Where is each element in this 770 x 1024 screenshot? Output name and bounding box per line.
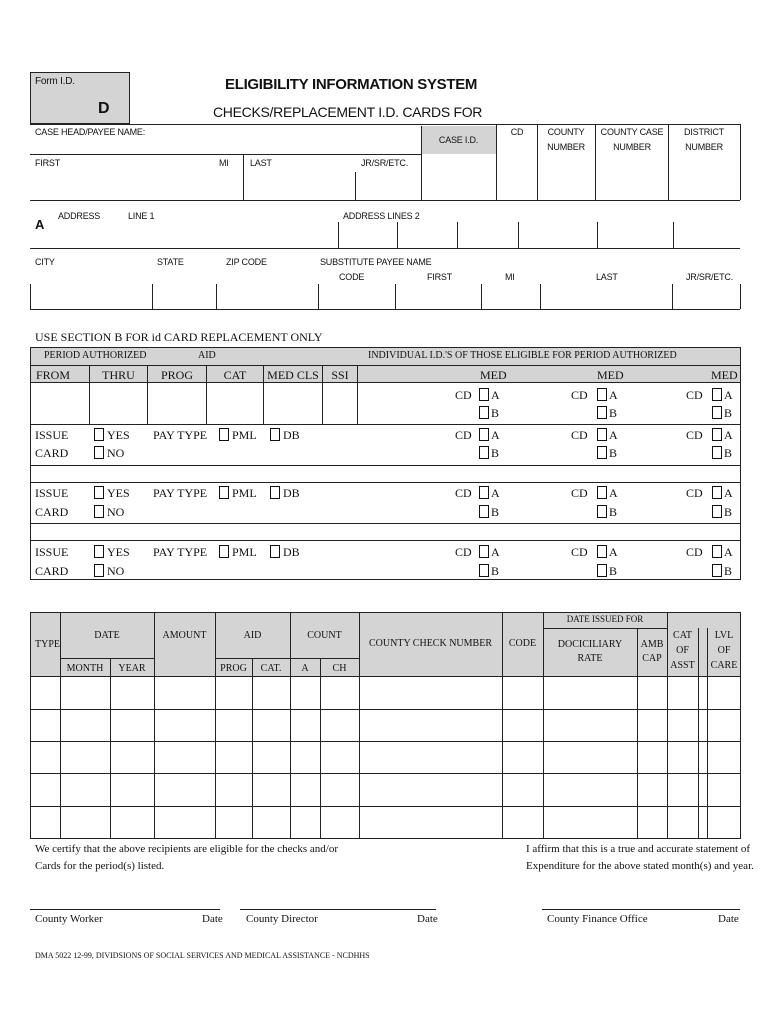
col-count: COUNT: [307, 630, 342, 641]
b-label: B: [724, 505, 733, 519]
b-label: B: [609, 505, 618, 519]
col-lvl-1: LVL: [714, 630, 734, 641]
director-date-label: Date: [417, 913, 438, 925]
pml-checkbox[interactable]: [219, 428, 229, 441]
a-label: A: [724, 428, 733, 442]
pay-type-label: PAY TYPE: [153, 545, 208, 559]
pml-label: PML: [232, 428, 257, 442]
yes-label: YES: [107, 428, 130, 442]
cd-label: CD: [455, 388, 472, 402]
a-label: A: [609, 428, 618, 442]
med-a-checkbox[interactable]: [712, 545, 722, 558]
no-label: NO: [107, 505, 125, 519]
col-date-issued-for: DATE ISSUED FOR: [566, 614, 644, 624]
pml-checkbox[interactable]: [219, 486, 229, 499]
col-prog: PROG: [220, 663, 247, 674]
b-label: B: [491, 505, 500, 519]
col-amb-1: AMB: [640, 639, 664, 650]
sub-jr-label: JR/SR/ETC.: [686, 272, 734, 282]
col-amount: AMOUNT: [162, 630, 207, 641]
b-label: B: [724, 446, 733, 460]
col-county-check-number: COUNTY CHECK NUMBER: [369, 638, 492, 649]
jr-label: JR/SR/ETC.: [361, 158, 409, 168]
med-a-checkbox[interactable]: [712, 486, 722, 499]
db-checkbox[interactable]: [270, 428, 280, 441]
worker-date-label: Date: [202, 913, 223, 925]
issue-label: ISSUE: [35, 545, 69, 559]
med-a-checkbox[interactable]: [712, 388, 722, 401]
b-label: B: [724, 406, 733, 420]
cd-label: CD: [686, 545, 703, 559]
aid-label: AID: [198, 350, 216, 361]
a-label: A: [491, 388, 500, 402]
col-cat-asst-1: CAT: [673, 630, 692, 641]
county-finance-label: County Finance Office: [547, 913, 648, 925]
med-b-checkbox[interactable]: [479, 505, 489, 518]
col-med-1: MED: [480, 368, 507, 382]
med-b-checkbox[interactable]: [597, 446, 607, 459]
address-label: ADDRESS: [58, 211, 101, 221]
col-med-cls: MED CLS: [267, 368, 319, 382]
db-label: DB: [283, 486, 300, 500]
individual-ids-label: INDIVIDUAL I.D.'S OF THOSE ELIGIBLE FOR PERIOD AUTHORIZED: [368, 350, 677, 361]
section-a-marker: A: [35, 217, 45, 232]
yes-label: YES: [107, 545, 130, 559]
page-title: ELIGIBILITY INFORMATION SYSTEM: [225, 76, 478, 93]
pay-type-label: PAY TYPE: [153, 486, 208, 500]
issue-no-checkbox[interactable]: [94, 505, 104, 518]
b-label: B: [609, 406, 618, 420]
med-b-checkbox[interactable]: [597, 505, 607, 518]
address-lines2-label: ADDRESS LINES 2: [343, 211, 420, 221]
col-cat-asst-3: ASST: [670, 660, 695, 671]
county-number-label-1: COUNTY: [547, 127, 585, 137]
col-year: YEAR: [118, 663, 146, 674]
city-label: CITY: [35, 257, 55, 267]
med-a-checkbox[interactable]: [479, 428, 489, 441]
cd-label: CD: [571, 428, 588, 442]
b-label: B: [724, 564, 733, 578]
med-a-checkbox[interactable]: [597, 428, 607, 441]
state-label: STATE: [157, 257, 184, 267]
b-label: B: [491, 406, 500, 420]
med-b-checkbox[interactable]: [712, 564, 722, 577]
cd-label: CD: [686, 388, 703, 402]
county-case-label-1: COUNTY CASE: [600, 127, 664, 137]
col-dom-rate-2: RATE: [577, 653, 603, 664]
issue-no-checkbox[interactable]: [94, 446, 104, 459]
col-med-3: MED: [711, 368, 738, 382]
col-count-a: A: [301, 663, 309, 674]
page-subtitle: CHECKS/REPLACEMENT I.D. CARDS FOR: [213, 104, 483, 120]
finance-date-label: Date: [718, 913, 739, 925]
a-label: A: [724, 388, 733, 402]
mi-label: MI: [219, 158, 229, 168]
col-cat: CAT.: [260, 663, 282, 674]
substitute-payee-label: SUBSTITUTE PAYEE NAME: [320, 257, 432, 267]
col-cat-asst-2: OF: [676, 645, 689, 656]
pml-label: PML: [232, 545, 257, 559]
med-a-checkbox[interactable]: [712, 428, 722, 441]
db-label: DB: [283, 545, 300, 559]
a-label: A: [724, 486, 733, 500]
b-label: B: [491, 564, 500, 578]
col-thru: THRU: [102, 368, 135, 382]
col-prog: PROG: [160, 368, 193, 382]
county-number-label-2: NUMBER: [547, 142, 585, 152]
col-count-ch: CH: [332, 663, 347, 674]
med-b-checkbox[interactable]: [712, 446, 722, 459]
sub-mi-label: MI: [505, 272, 515, 282]
med-b-checkbox[interactable]: [712, 505, 722, 518]
county-worker-label: County Worker: [35, 913, 103, 925]
affirm-line-2: Expenditure for the above stated month(s) and year.: [526, 860, 754, 872]
cd-label: CD: [686, 428, 703, 442]
col-amb-2: CAP: [642, 653, 662, 664]
med-b-checkbox[interactable]: [479, 564, 489, 577]
no-label: NO: [107, 564, 125, 578]
col-aid: AID: [243, 630, 262, 641]
pml-label: PML: [232, 486, 257, 500]
med-a-checkbox[interactable]: [597, 545, 607, 558]
form-id-value: D: [98, 100, 110, 117]
cd-label: CD: [571, 486, 588, 500]
b-label: B: [491, 446, 500, 460]
col-ssi: SSI: [331, 368, 349, 382]
b-label: B: [609, 446, 618, 460]
b-label: B: [609, 564, 618, 578]
issue-yes-checkbox[interactable]: [94, 545, 104, 558]
no-label: NO: [107, 446, 125, 460]
county-director-label: County Director: [246, 913, 318, 925]
col-from: FROM: [36, 368, 71, 382]
med-a-checkbox[interactable]: [597, 486, 607, 499]
med-b-checkbox[interactable]: [479, 446, 489, 459]
district-label-1: DISTRICT: [684, 127, 724, 137]
col-date: DATE: [94, 630, 120, 641]
form-number: DMA 5022 12-99, DIVIDSIONS OF SOCIAL SERVICES AND MEDICAL ASSISTANCE - NCDHHS: [35, 951, 370, 960]
issue-yes-checkbox[interactable]: [94, 428, 104, 441]
cd-label: CD: [455, 486, 472, 500]
cd-label: CD: [455, 428, 472, 442]
db-label: DB: [283, 428, 300, 442]
section-b-title: USE SECTION B FOR id CARD REPLACEMENT ONLY: [35, 330, 323, 344]
case-head-label: CASE HEAD/PAYEE NAME:: [35, 127, 145, 137]
first-label: FIRST: [35, 158, 60, 168]
col-month: MONTH: [66, 663, 104, 674]
card-label: CARD: [35, 505, 69, 519]
a-label: A: [609, 388, 618, 402]
yes-label: YES: [107, 486, 130, 500]
med-b-checkbox[interactable]: [479, 406, 489, 419]
sub-first-label: FIRST: [427, 272, 452, 282]
sub-last-label: LAST: [596, 272, 618, 282]
certify-line-1: We certify that the above recipients are eligible for the checks and/or: [35, 843, 339, 855]
case-id-label: CASE I.D.: [438, 135, 479, 145]
affirm-line-1: I affirm that this is a true and accurate statement of: [526, 843, 750, 855]
col-lvl-2: OF: [717, 645, 731, 656]
cd-label: CD: [686, 486, 703, 500]
med-a-checkbox[interactable]: [479, 388, 489, 401]
a-label: A: [491, 486, 500, 500]
sub-code-label: CODE: [339, 272, 365, 282]
zip-label: ZIP CODE: [226, 257, 267, 267]
db-checkbox[interactable]: [270, 486, 280, 499]
issue-no-checkbox[interactable]: [94, 564, 104, 577]
card-label: CARD: [35, 446, 69, 460]
issue-yes-checkbox[interactable]: [94, 486, 104, 499]
last-label: LAST: [250, 158, 272, 168]
issue-label: ISSUE: [35, 486, 69, 500]
a-label: A: [491, 428, 500, 442]
col-code: CODE: [508, 638, 537, 649]
issue-label: ISSUE: [35, 428, 69, 442]
pml-checkbox[interactable]: [219, 545, 229, 558]
med-b-checkbox[interactable]: [597, 564, 607, 577]
med-b-checkbox[interactable]: [712, 406, 722, 419]
certify-line-2: Cards for the period(s) listed.: [35, 860, 165, 872]
col-type: TYPE: [35, 639, 60, 650]
a-label: A: [609, 486, 618, 500]
district-label-2: NUMBER: [685, 142, 723, 152]
county-case-label-2: NUMBER: [613, 142, 651, 152]
col-med-2: MED: [597, 368, 624, 382]
period-authorized-label: PERIOD AUTHORIZED: [44, 350, 147, 361]
cd-label: CD: [571, 545, 588, 559]
col-lvl-3: CARE: [710, 660, 738, 671]
med-b-checkbox[interactable]: [597, 406, 607, 419]
med-a-checkbox[interactable]: [597, 388, 607, 401]
line1-label: LINE 1: [128, 211, 155, 221]
col-cat: CAT: [223, 368, 247, 382]
a-label: A: [724, 545, 733, 559]
med-a-checkbox[interactable]: [479, 545, 489, 558]
card-label: CARD: [35, 564, 69, 578]
a-label: A: [491, 545, 500, 559]
med-a-checkbox[interactable]: [479, 486, 489, 499]
pay-type-label: PAY TYPE: [153, 428, 208, 442]
a-label: A: [609, 545, 618, 559]
cd-label: CD: [455, 545, 472, 559]
cd-label: CD: [571, 388, 588, 402]
db-checkbox[interactable]: [270, 545, 280, 558]
cd-label: CD: [510, 127, 524, 137]
col-dom-rate-1: DOCICILIARY: [557, 639, 623, 650]
form-id-label: Form I.D.: [35, 76, 75, 87]
